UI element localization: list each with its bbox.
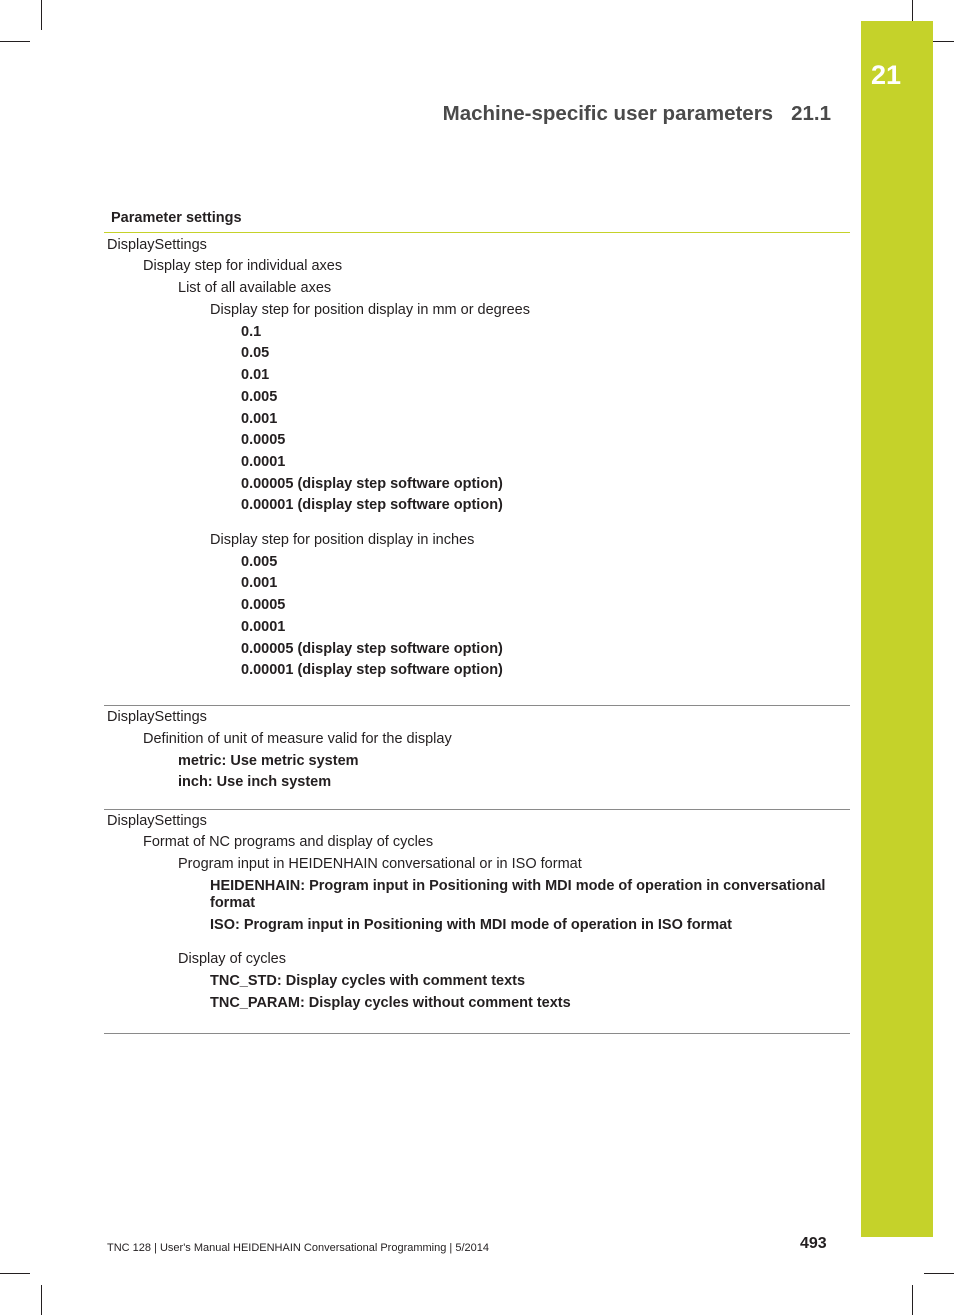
group-name: DisplaySettings xyxy=(107,237,207,253)
page-title xyxy=(443,102,831,126)
value-item: 0.00001 (display step software option) xyxy=(241,662,503,678)
value-item: 0.001 xyxy=(241,575,278,591)
value-item: 0.1 xyxy=(241,324,262,340)
sub-parameter: List of all available axes xyxy=(178,280,332,296)
option-label: Display step for position display in mm or degrees xyxy=(210,302,530,318)
parameter-name: Format of NC programs and display of cycles xyxy=(143,834,434,850)
group-name: DisplaySettings xyxy=(107,813,207,829)
table-header-rule xyxy=(104,232,850,233)
value-item: 0.01 xyxy=(241,367,270,383)
sub-parameter: Display of cycles xyxy=(178,951,286,967)
section-number: 21.1 xyxy=(791,102,831,125)
value-item: 0.00001 (display step software option) xyxy=(241,497,503,513)
group-name: DisplaySettings xyxy=(107,709,207,725)
crop-mark xyxy=(0,1273,30,1274)
value-item: 0.0001 xyxy=(241,454,286,470)
footer-text: TNC 128 | User's Manual HEIDENHAIN Conversational Programming | 5/2014 xyxy=(107,1242,489,1254)
row-divider xyxy=(104,809,850,810)
value-item: 0.05 xyxy=(241,345,270,361)
page-title-text: Machine-specific user parameters xyxy=(442,102,774,125)
value-item: 0.005 xyxy=(241,554,278,570)
crop-mark xyxy=(41,1285,42,1315)
crop-mark xyxy=(912,1285,913,1315)
value-item: 0.005 xyxy=(241,389,278,405)
value-item: 0.0005 xyxy=(241,432,286,448)
value-item: ISO: Program input in Positioning with MDI mode of operation in ISO format xyxy=(210,917,732,933)
crop-mark xyxy=(41,0,42,30)
crop-mark xyxy=(0,41,30,42)
sub-parameter: Program input in HEIDENHAIN conversational or in ISO format xyxy=(178,856,582,872)
table-bottom-rule xyxy=(104,1033,850,1034)
parameter-name: Definition of unit of measure valid for the display xyxy=(143,731,452,747)
page-number: 493 xyxy=(800,1235,827,1252)
chapter-tab xyxy=(861,21,933,1237)
row-divider xyxy=(104,705,850,706)
value-item: HEIDENHAIN: Program input in Positioning with MDI mode of operation in conversational xyxy=(210,878,826,894)
value-item-continued: format xyxy=(210,895,256,911)
value-item: 0.001 xyxy=(241,411,278,427)
parameter-name: Display step for individual axes xyxy=(143,258,343,274)
value-item: 0.0001 xyxy=(241,619,286,635)
value-item: TNC_PARAM: Display cycles without comment texts xyxy=(210,995,571,1011)
value-item: 0.0005 xyxy=(241,597,286,613)
value-item: inch: Use inch system xyxy=(178,774,332,790)
value-item: TNC_STD: Display cycles with comment texts xyxy=(210,973,526,989)
option-label: Display step for position display in inches xyxy=(210,532,475,548)
value-item: 0.00005 (display step software option) xyxy=(241,476,503,492)
value-item: 0.00005 (display step software option) xyxy=(241,641,503,657)
table-heading: Parameter settings xyxy=(111,210,242,226)
value-item: metric: Use metric system xyxy=(178,753,359,769)
chapter-number: 21 xyxy=(870,60,902,90)
crop-mark xyxy=(924,1273,954,1274)
